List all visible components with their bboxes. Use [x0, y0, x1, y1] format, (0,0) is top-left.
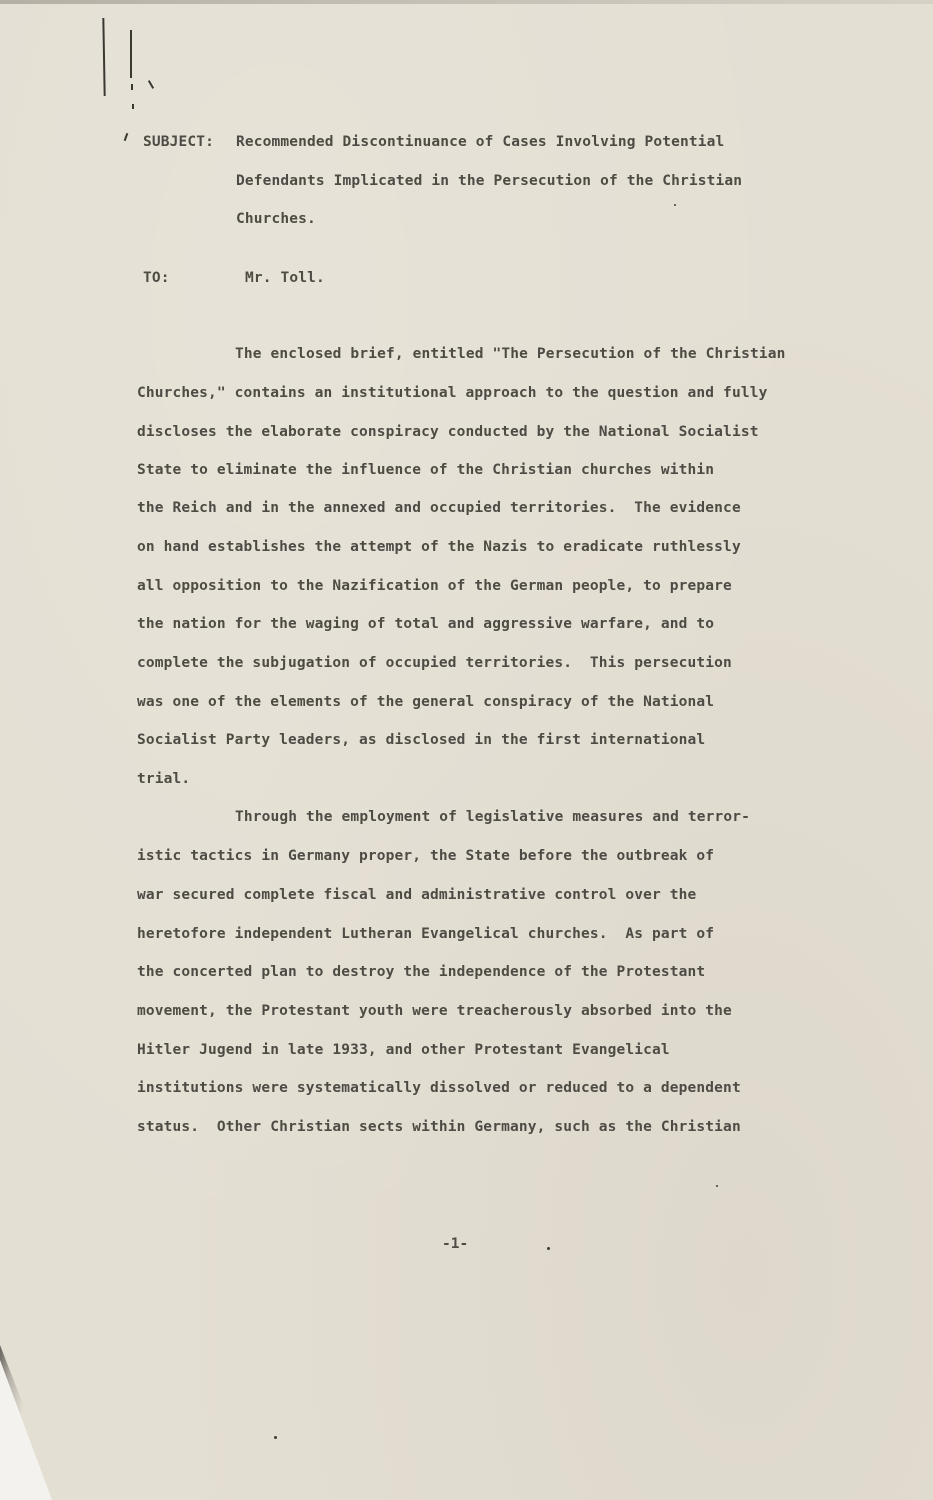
- subject-line-2: Defendants Implicated in the Persecution of the Christian: [236, 173, 743, 189]
- paragraph1-line: complete the subjugation of occupied territories. This persecution: [137, 655, 732, 671]
- margin-pencil-mark: [148, 80, 154, 89]
- page-top-edge: [0, 0, 933, 4]
- paper-speck: [274, 1436, 277, 1439]
- paragraph1-line: discloses the elaborate conspiracy conducted by the National Socialist: [137, 424, 759, 440]
- to-label: TO:: [143, 270, 170, 286]
- paragraph1-line: on hand establishes the attempt of the Nazis to eradicate ruthlessly: [137, 539, 741, 555]
- paper-speck: [674, 204, 676, 206]
- page-number: -1-: [442, 1236, 469, 1252]
- paragraph1-line: State to eliminate the influence of the Christian churches within: [137, 462, 715, 478]
- paper-speck: [547, 1247, 550, 1250]
- subject-line-1: Recommended Discontinuance of Cases Involving Potential: [236, 134, 725, 150]
- paper-speck: [716, 1185, 718, 1187]
- margin-pencil-mark: [124, 133, 129, 141]
- subject-label: SUBJECT:: [143, 134, 215, 150]
- paragraph2-line: war secured complete fiscal and administrative control over the: [137, 887, 697, 903]
- margin-pencil-mark: [130, 30, 132, 78]
- paragraph2-line: heretofore independent Lutheran Evangelical churches. As part of: [137, 926, 715, 942]
- paragraph2-line: the concerted plan to destroy the independence of the Protestant: [137, 964, 706, 980]
- paragraph1-line: all opposition to the Nazification of the German people, to prepare: [137, 578, 732, 594]
- paragraph1-line: the Reich and in the annexed and occupied territories. The evidence: [137, 500, 741, 516]
- paragraph2-line: status. Other Christian sects within Germany, such as the Christian: [137, 1119, 741, 1135]
- to-value: Mr. Toll.: [245, 270, 325, 286]
- folded-corner: [0, 1360, 52, 1500]
- margin-pencil-mark: [132, 104, 134, 109]
- paragraph1-line: trial.: [137, 771, 191, 787]
- paragraph2-line: Hitler Jugend in late 1933, and other Protestant Evangelical: [137, 1042, 670, 1058]
- paragraph2-line: istic tactics in Germany proper, the State before the outbreak of: [137, 848, 715, 864]
- margin-pencil-mark: [102, 18, 105, 96]
- paragraph2-line: Through the employment of legislative measures and terror-: [235, 809, 751, 825]
- paragraph1-line: Socialist Party leaders, as disclosed in the first international: [137, 732, 706, 748]
- paragraph2-line: institutions were systematically dissolved or reduced to a dependent: [137, 1080, 741, 1096]
- paragraph1-line: was one of the elements of the general conspiracy of the National: [137, 694, 715, 710]
- paragraph1-line: The enclosed brief, entitled "The Persecution of the Christian: [235, 346, 786, 362]
- paragraph1-line: the nation for the waging of total and aggressive warfare, and to: [137, 616, 715, 632]
- paragraph2-line: movement, the Protestant youth were treacherously absorbed into the: [137, 1003, 732, 1019]
- subject-line-3: Churches.: [236, 211, 316, 227]
- paragraph1-line: Churches," contains an institutional approach to the question and fully: [137, 385, 768, 401]
- margin-pencil-mark: [131, 84, 133, 90]
